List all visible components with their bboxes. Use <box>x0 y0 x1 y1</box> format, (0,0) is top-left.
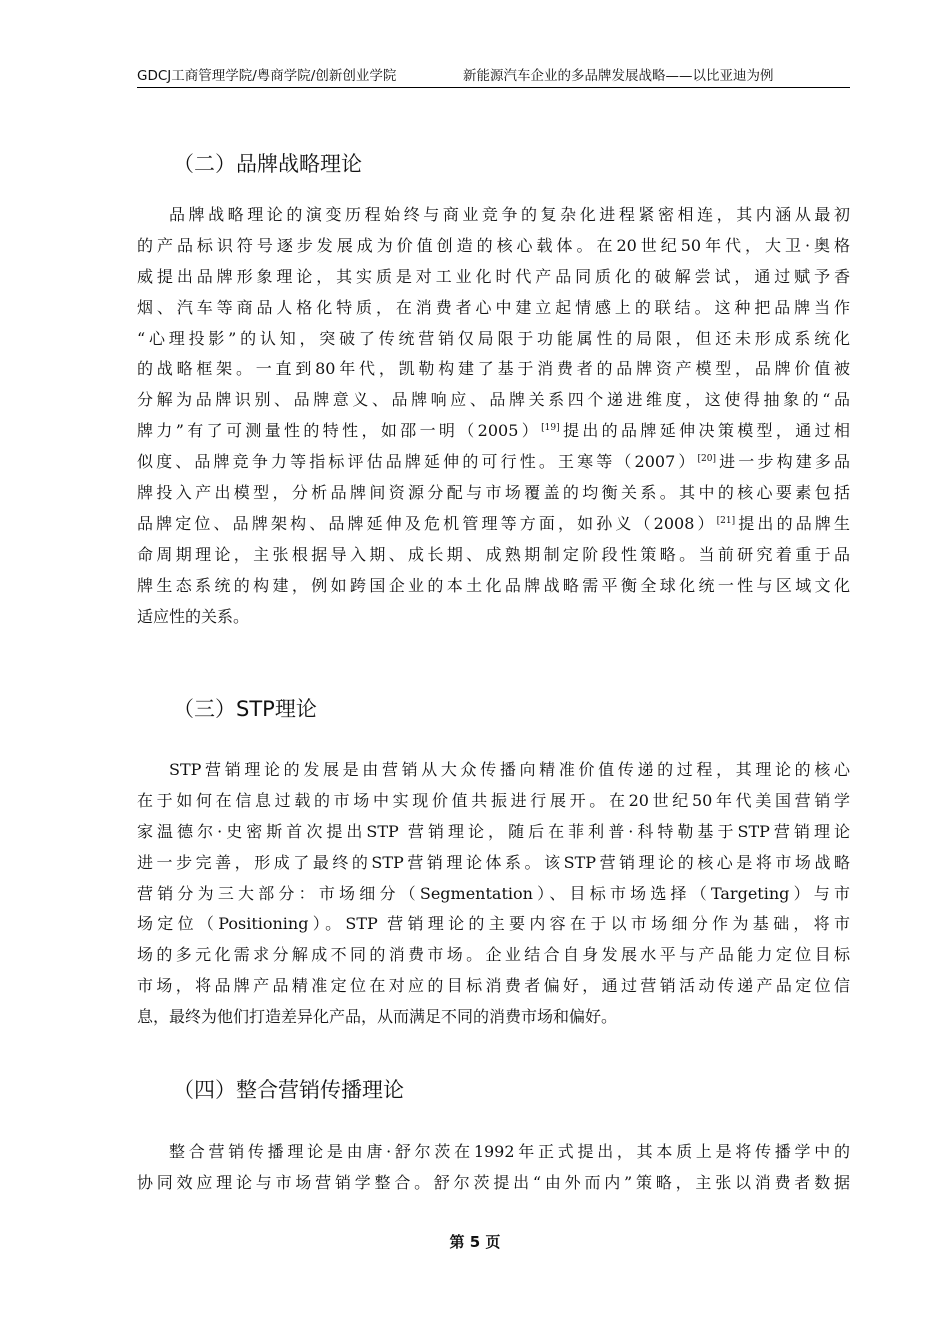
text-line: 分解为品牌识别、品牌意义、品牌响应、品牌关系四个递进维度，这使得抽象的“品 <box>137 390 850 410</box>
text-line: 烟、汽车等商品人格化特质，在消费者心中建立起情感上的联结。这种把品牌当作 <box>137 297 850 317</box>
section-heading-stp: （三）STP理论 <box>173 697 317 721</box>
text-line: 家温德尔·史密斯首次提出STP 营销理论，随后在菲利普·科特勒基于STP营销理论 <box>137 821 850 841</box>
header-thesis-title: 新能源汽车企业的多品牌发展战略——以比亚迪为例 <box>463 68 774 84</box>
paragraph-imc <box>137 1137 850 1199</box>
text-line: “心理投影”的认知，突破了传统营销仅局限于功能属性的局限，但还未形成系统化 <box>137 328 850 348</box>
citation-reference: [21] <box>716 515 736 526</box>
text-segment: 似度、品牌竞争力等指标评估品牌延伸的可行性。王寒等（2007） <box>137 452 698 472</box>
text-line: 的产品标识符号逐步发展成为价值创造的核心载体。在20世纪50年代，大卫·奥格 <box>137 235 850 255</box>
paragraph-stp <box>137 755 850 1033</box>
text-line: 整合营销传播理论是由唐·舒尔茨在1992年正式提出，其本质上是将传播学中的 <box>169 1142 850 1161</box>
text-line <box>137 416 850 447</box>
citation-reference: [20] <box>697 454 717 465</box>
text-segment: 进一步构建多品 <box>716 452 850 472</box>
header-divider <box>137 87 850 88</box>
section-heading-imc: （四）整合营销传播理论 <box>173 1078 404 1102</box>
text-line <box>137 509 850 540</box>
section-heading-brand-strategy: （二）品牌战略理论 <box>173 152 362 176</box>
paragraph-brand-strategy <box>137 200 850 632</box>
text-line: 威提出品牌形象理论，其实质是对工业化时代产品同质化的破解尝试，通过赋予香 <box>137 266 850 286</box>
text-line: 命周期理论，主张根据导入期、成长期、成熟期制定阶段性策略。当前研究着重于品 <box>137 544 850 564</box>
text-line: 牌投入产出模型，分析品牌间资源分配与市场覆盖的均衡关系。其中的核心要素包括 <box>137 483 850 503</box>
text-line: 的战略框架。一直到80年代，凯勒构建了基于消费者的品牌资产模型，品牌价值被 <box>137 359 850 379</box>
text-segment: 提出的品牌延伸决策模型，通过相 <box>559 421 850 441</box>
text-line: 场定位（Positioning）。STP 营销理论的主要内容在于以市场细分作为基础，将市 <box>137 914 850 934</box>
text-line <box>137 447 850 478</box>
text-segment: 提出的品牌生 <box>735 513 850 533</box>
page-header <box>137 66 850 86</box>
text-line: 市场，将品牌产品精准定位在对应的目标消费者偏好，通过营销活动传递产品定位信 <box>137 976 850 996</box>
text-line: 牌生态系统的构建，例如跨国企业的本土化品牌战略需平衡全球化统一性与区域文化 <box>137 575 850 595</box>
text-line: 营销分为三大部分：市场细分（Segmentation）、目标市场选择（Targeting）与市 <box>137 883 850 903</box>
text-line: 协同效应理论与市场营销学整合。舒尔茨提出“由外而内”策略，主张以消费者数据 <box>137 1172 850 1192</box>
text-line: 适应性的关系。 <box>137 606 250 626</box>
header-institution: GDCJ工商管理学院/粤商学院/创新创业学院 <box>137 68 397 84</box>
text-line: STP营销理论的发展是由营销从大众传播向精准价值传递的过程，其理论的核心 <box>169 760 850 779</box>
page-number: 第 5 页 <box>449 1233 501 1251</box>
text-line: 进一步完善，形成了最终的STP营销理论体系。该STP营销理论的核心是将市场战略 <box>137 852 850 872</box>
text-line: 息，最终为他们打造差异化产品，从而满足不同的消费市场和偏好。 <box>137 1007 618 1027</box>
text-line: 场的多元化需求分解成不同的消费市场。企业结合自身发展水平与产品能力定位目标 <box>137 945 850 965</box>
text-segment: 牌力”有了可测量性的特性，如邵一明（2005） <box>137 421 542 441</box>
text-segment: 品牌定位、品牌架构、品牌延伸及危机管理等方面，如孙义（2008） <box>137 513 717 533</box>
text-line: 品牌战略理论的演变历程始终与商业竞争的复杂化进程紧密相连，其内涵从最初 <box>169 205 850 224</box>
citation-reference: [19] <box>541 423 560 434</box>
text-line: 在于如何在信息过载的市场中实现价值共振进行展开。在20世纪50年代美国营销学 <box>137 790 850 810</box>
